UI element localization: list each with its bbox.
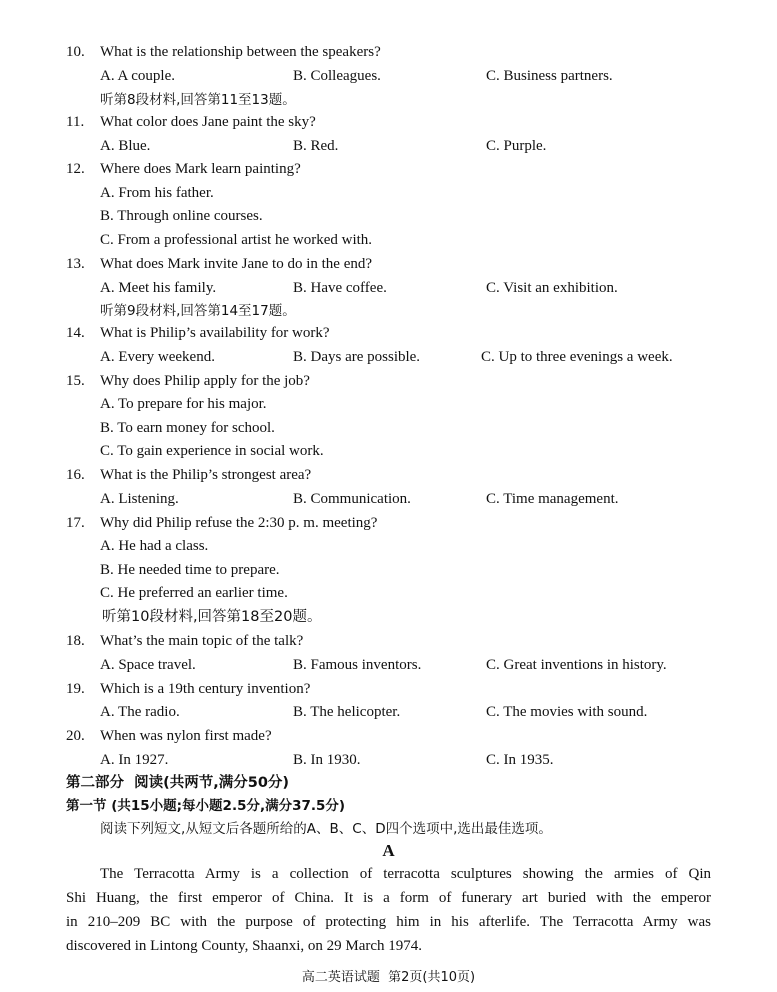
question-number: 19. bbox=[66, 681, 85, 697]
question-number: 15. bbox=[66, 373, 85, 389]
option-c: C. Business partners. bbox=[486, 68, 613, 84]
question-text: Where does Mark learn painting? bbox=[100, 161, 301, 177]
page-footer: 高二英语试题 第2页(共10页) bbox=[301, 970, 476, 985]
option-a: A. In 1927. bbox=[100, 752, 169, 768]
question-text: When was nylon first made? bbox=[100, 728, 272, 744]
option-c: C. Time management. bbox=[486, 491, 619, 507]
option-b: B. Through online courses. bbox=[100, 208, 263, 224]
part-two-title: 第二部分 阅读(共两节,满分50分) bbox=[66, 775, 290, 791]
option-a: A. Listening. bbox=[100, 491, 179, 507]
option-b: B. Days are possible. bbox=[293, 349, 421, 365]
option-c: C. From a professional artist he worked with. bbox=[100, 232, 373, 248]
option-a: A. To prepare for his major. bbox=[100, 396, 267, 412]
listening-instruction: 听第10段材料,回答第18至20题。 bbox=[102, 609, 322, 625]
option-c: C. Visit an exhibition. bbox=[486, 280, 618, 296]
option-a: A. From his father. bbox=[100, 185, 214, 201]
reading-directions: 阅读下列短文,从短文后各题所给的A、B、C、D四个选项中,选出最佳选项。 bbox=[100, 821, 552, 837]
option-c: C. Great inventions in history. bbox=[486, 657, 667, 673]
option-a: A. A couple. bbox=[100, 68, 175, 84]
question-text: What is the relationship between the speakers? bbox=[100, 44, 381, 60]
option-a: A. He had a class. bbox=[100, 538, 209, 554]
option-c: C. To gain experience in social work. bbox=[100, 443, 324, 459]
option-b: B. Famous inventors. bbox=[293, 657, 422, 673]
section-one-title: 第一节 (共15小题;每小题2.5分,满分37.5分) bbox=[66, 798, 346, 814]
passage-line-4: discovered in Lintong County, Shaanxi, on 29 March 1974. bbox=[66, 938, 423, 954]
passage-line-2: Shi Huang, the first emperor of China. It is a form of funerary art buried with the emperor bbox=[66, 890, 711, 906]
question-number: 20. bbox=[66, 728, 85, 744]
question-text: What is the Philip’s strongest area? bbox=[100, 467, 312, 483]
question-number: 16. bbox=[66, 467, 85, 483]
option-c: C. In 1935. bbox=[486, 752, 554, 768]
option-b: B. Have coffee. bbox=[293, 280, 387, 296]
option-a: A. Every weekend. bbox=[100, 349, 215, 365]
passage-line-3: in 210–209 BC with the purpose of protecting him in his afterlife. The Terracotta Army was bbox=[66, 914, 711, 930]
question-number: 10. bbox=[66, 44, 85, 60]
option-a: A. Meet his family. bbox=[100, 280, 217, 296]
question-text: Why does Philip apply for the job? bbox=[100, 373, 310, 389]
passage-line-1: The Terracotta Army is a collection of terracotta sculptures showing the armies of Qin bbox=[100, 866, 711, 882]
passage-label: A bbox=[382, 841, 395, 860]
option-b: B. Red. bbox=[293, 138, 339, 154]
question-number: 18. bbox=[66, 633, 85, 649]
question-number: 11. bbox=[66, 114, 85, 130]
question-number: 13. bbox=[66, 256, 85, 272]
question-text: Which is a 19th century invention? bbox=[100, 681, 311, 697]
question-text: Why did Philip refuse the 2:30 p. m. meeting? bbox=[100, 515, 378, 531]
option-a: A. Space travel. bbox=[100, 657, 196, 673]
question-text: What does Mark invite Jane to do in the end? bbox=[100, 256, 373, 272]
listening-instruction: 听第8段材料,回答第11至13题。 bbox=[100, 92, 296, 108]
question-text: What color does Jane paint the sky? bbox=[100, 114, 316, 130]
option-b: B. To earn money for school. bbox=[100, 420, 275, 436]
listening-instruction: 听第9段材料,回答第14至17题。 bbox=[100, 303, 296, 319]
question-text: What’s the main topic of the talk? bbox=[100, 633, 304, 649]
option-c: C. Purple. bbox=[486, 138, 547, 154]
option-a: A. The radio. bbox=[100, 704, 180, 720]
question-number: 17. bbox=[66, 515, 85, 531]
question-number: 14. bbox=[66, 325, 85, 341]
option-b: B. He needed time to prepare. bbox=[100, 562, 280, 578]
option-b: B. The helicopter. bbox=[293, 704, 401, 720]
option-c: C. The movies with sound. bbox=[486, 704, 648, 720]
option-c: C. Up to three evenings a week. bbox=[481, 349, 673, 365]
question-text: What is Philip’s availability for work? bbox=[100, 325, 330, 341]
option-a: A. Blue. bbox=[100, 138, 151, 154]
option-b: B. Colleagues. bbox=[293, 68, 381, 84]
option-b: B. Communication. bbox=[293, 491, 411, 507]
question-number: 12. bbox=[66, 161, 85, 177]
option-b: B. In 1930. bbox=[293, 752, 361, 768]
option-c: C. He preferred an earlier time. bbox=[100, 585, 288, 601]
